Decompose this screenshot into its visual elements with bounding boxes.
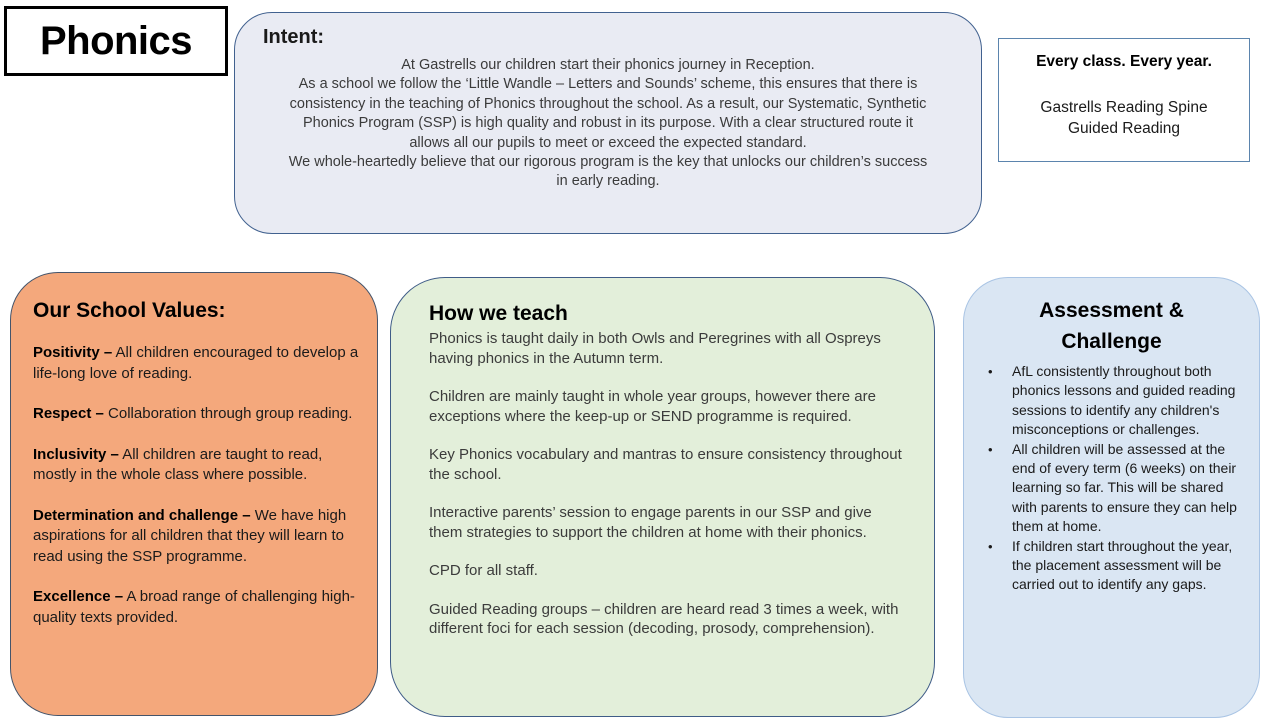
reading-spine-line: Guided Reading (1067, 120, 1181, 137)
teach-paragraph: Guided Reading groups – children are heard read 3 times a week, with different foci for each session (decoding, prosody, comprehension). (429, 600, 899, 637)
intent-body (235, 56, 981, 192)
value-description: Collaboration through group reading. (108, 405, 353, 422)
assessment-bullet-text: If children start throughout the year, the placement assessment will be carried out to identify any gaps. (1012, 537, 1233, 593)
intent-line: in early reading. (556, 173, 660, 190)
assessment-bullet-text: All children will be assessed at the end of every term (6 weeks) on their learning so far. This will be shared with parents to ensure they can help them at home. (1012, 440, 1237, 535)
value-item (33, 445, 359, 486)
assessment-heading-line: Challenge (1061, 330, 1162, 353)
assessment-bullet (988, 362, 1247, 440)
assessment-bullet (988, 440, 1247, 537)
value-term: Respect – (33, 405, 104, 422)
value-term: Inclusivity – (33, 445, 119, 463)
bullet-dot-icon: • (988, 364, 993, 379)
assessment-bullet-list (964, 362, 1259, 595)
value-term: Excellence – (33, 588, 124, 605)
value-item (33, 343, 359, 384)
teach-paragraph: Children are mainly taught in whole year groups, however there are exceptions where the keep-up or SEND programme is required. (429, 388, 876, 425)
intent-line: allows all our pupils to meet or exceed the expected standard. (409, 134, 807, 151)
bullet-dot-icon: • (988, 538, 993, 554)
how-we-teach-heading: How we teach (429, 302, 568, 325)
teach-paragraph: Interactive parents’ session to engage parents in our SSP and give them strategies to support the children at home with their phonics. (429, 504, 872, 541)
slide-title: Phonics (39, 18, 193, 63)
how-we-teach-panel (390, 277, 935, 717)
teach-paragraph: Key Phonics vocabulary and mantras to ensure consistency throughout the school. (429, 446, 902, 483)
reading-spine-panel (998, 38, 1250, 162)
intent-heading: Intent: (263, 26, 325, 48)
intent-line: consistency in the teaching of Phonics throughout the school. As a result, our Systematic, Synthetic (289, 95, 927, 112)
intent-line: As a school we follow the ‘Little Wandle – Letters and Sounds’ scheme, this ensures that there is (298, 76, 918, 93)
assessment-bullet-text: AfL consistently throughout both phonics lessons and guided reading sessions to identify any children's misconceptions or challenges. (1012, 363, 1236, 438)
assessment-bullet (988, 537, 1247, 595)
intent-line: We whole-heartedly believe that our rigorous program is the key that unlocks our children’s success (288, 154, 928, 171)
value-description: All children encouraged to develop a life-long love of reading. (33, 344, 359, 382)
value-item (33, 587, 359, 628)
assessment-heading-line: Assessment & (1039, 299, 1184, 322)
bullet-dot-icon: • (988, 441, 993, 457)
teach-paragraph: CPD for all staff. (429, 562, 538, 579)
value-description: A broad range of challenging high-quality texts provided. (33, 588, 355, 626)
reading-spine-heading: Every class. Every year. (1036, 53, 1212, 70)
school-values-heading: Our School Values: (33, 299, 226, 322)
teach-paragraph: Phonics is taught daily in both Owls and Peregrines with all Ospreys having phonics in the Autumn term. (429, 330, 881, 367)
school-values-panel (10, 272, 378, 716)
assessment-panel (963, 277, 1260, 718)
value-item (33, 404, 359, 425)
value-term: Positivity – (33, 344, 113, 361)
value-description: We have high aspirations for all children that they will learn to read using the SSP programme. (33, 506, 347, 565)
value-item (33, 506, 359, 568)
reading-spine-lines (999, 97, 1249, 139)
slide-title-box (4, 6, 228, 76)
assessment-heading (964, 295, 1259, 357)
intent-line: Phonics Program (SSP) is high quality and robust in its purpose. With a clear structured route it (302, 115, 914, 132)
intent-panel (234, 12, 982, 234)
intent-line: At Gastrells our children start their phonics journey in Reception. (401, 57, 815, 73)
reading-spine-line: Gastrells Reading Spine (1040, 99, 1208, 116)
value-description: All children are taught to read, mostly in the whole class where possible. (33, 445, 323, 483)
value-term: Determination and challenge – (33, 506, 251, 524)
